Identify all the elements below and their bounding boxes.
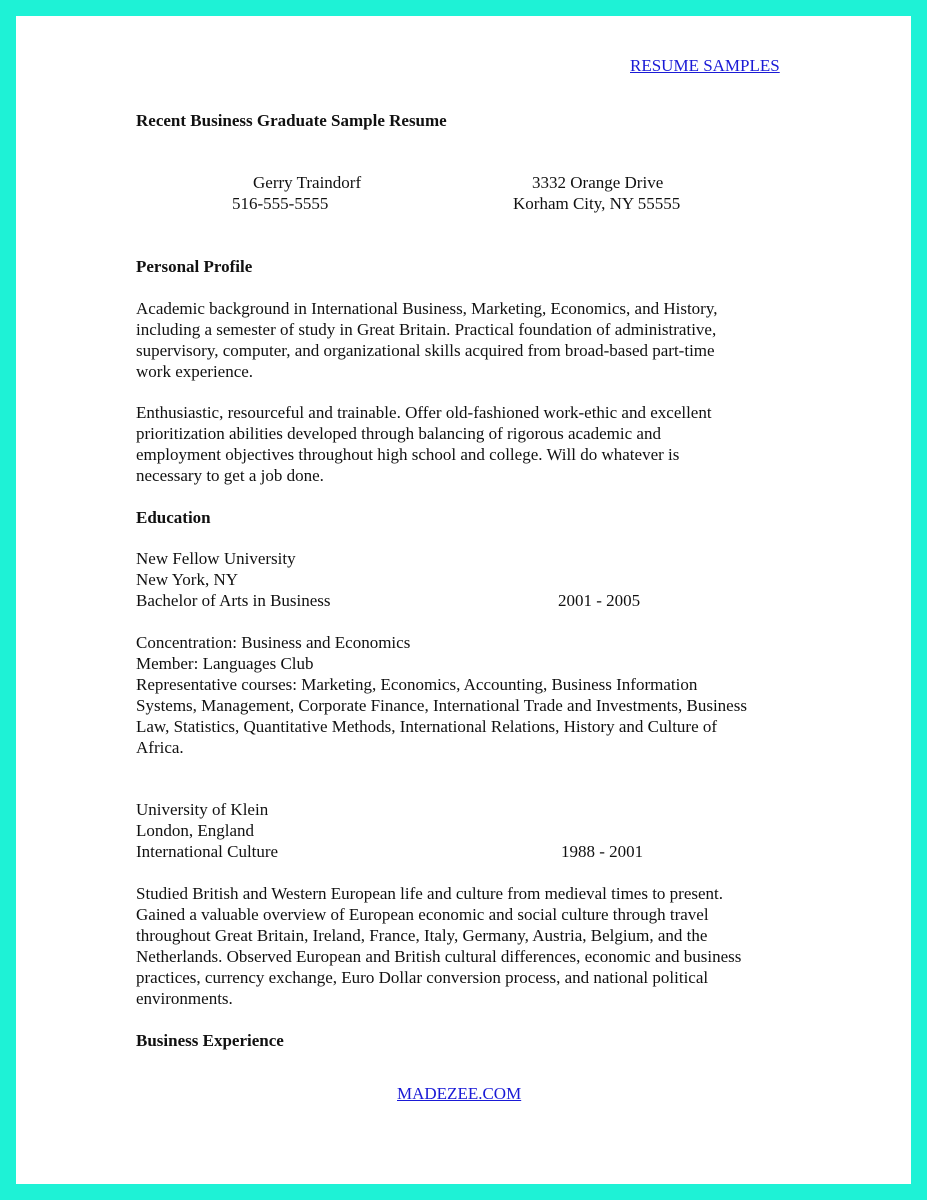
school1-location: New York, NY xyxy=(136,570,239,589)
school1-years: 2001 - 2005 xyxy=(558,591,641,610)
school1-detail-line: Representative courses: Marketing, Economics, Accounting, Business Information xyxy=(136,675,698,694)
profile-para1-line: Academic background in International Business, Marketing, Economics, and History, xyxy=(136,299,718,318)
profile-para1-line: including a semester of study in Great Britain. Practical foundation of administrative, xyxy=(136,320,717,339)
school1-name: New Fellow University xyxy=(136,549,296,568)
school1-detail-line: Systems, Management, Corporate Finance, International Trade and Investments, Business xyxy=(136,696,747,715)
school2-location: London, England xyxy=(136,821,255,840)
contact-phone: 516-555-5555 xyxy=(232,194,329,213)
school1-detail-line: Member: Languages Club xyxy=(136,654,314,673)
experience-heading: Business Experience xyxy=(136,1031,284,1050)
profile-para1-line: work experience. xyxy=(136,362,254,381)
profile-para1-line: supervisory, computer, and organizational skills acquired from broad-based part-time xyxy=(136,341,715,360)
school2-detail-line: environments. xyxy=(136,989,233,1008)
profile-para2-line: employment objectives throughout high school and college. Will do whatever is xyxy=(136,445,680,464)
contact-name: Gerry Traindorf xyxy=(253,173,362,192)
school2-degree: International Culture xyxy=(136,842,279,861)
contact-city: Korham City, NY 55555 xyxy=(513,194,681,213)
resume-page xyxy=(16,16,911,1184)
school1-detail-line: Concentration: Business and Economics xyxy=(136,633,411,652)
profile-para2-line: Enthusiastic, resourceful and trainable. Offer old-fashioned work-ethic and excellent xyxy=(136,403,712,422)
profile-para2-line: prioritization abilities developed through balancing of rigorous academic and xyxy=(136,424,661,443)
school1-degree: Bachelor of Arts in Business xyxy=(136,591,331,610)
education-heading: Education xyxy=(136,508,211,527)
school2-detail-line: throughout Great Britain, Ireland, France, Italy, Germany, Austria, Belgium, and the xyxy=(136,926,708,945)
school2-detail-line: Gained a valuable overview of European economic and social culture through travel xyxy=(136,905,709,924)
school1-detail-line: Africa. xyxy=(136,738,184,757)
resume-samples-link[interactable]: RESUME SAMPLES xyxy=(630,56,780,75)
resume-title: Recent Business Graduate Sample Resume xyxy=(136,111,447,130)
school2-years: 1988 - 2001 xyxy=(561,842,644,861)
school2-name: University of Klein xyxy=(136,800,269,819)
madezee-link[interactable]: MADEZEE.COM xyxy=(397,1084,522,1103)
profile-para2-line: necessary to get a job done. xyxy=(136,466,324,485)
profile-heading: Personal Profile xyxy=(136,257,253,276)
school2-detail-line: practices, currency exchange, Euro Dollar conversion process, and national political xyxy=(136,968,709,987)
school1-detail-line: Law, Statistics, Quantitative Methods, International Relations, History and Culture of xyxy=(136,717,718,736)
school2-detail-line: Netherlands. Observed European and British cultural differences, economic and business xyxy=(136,947,742,966)
contact-street: 3332 Orange Drive xyxy=(532,173,664,192)
school2-detail-line: Studied British and Western European life and culture from medieval times to present. xyxy=(136,884,724,903)
